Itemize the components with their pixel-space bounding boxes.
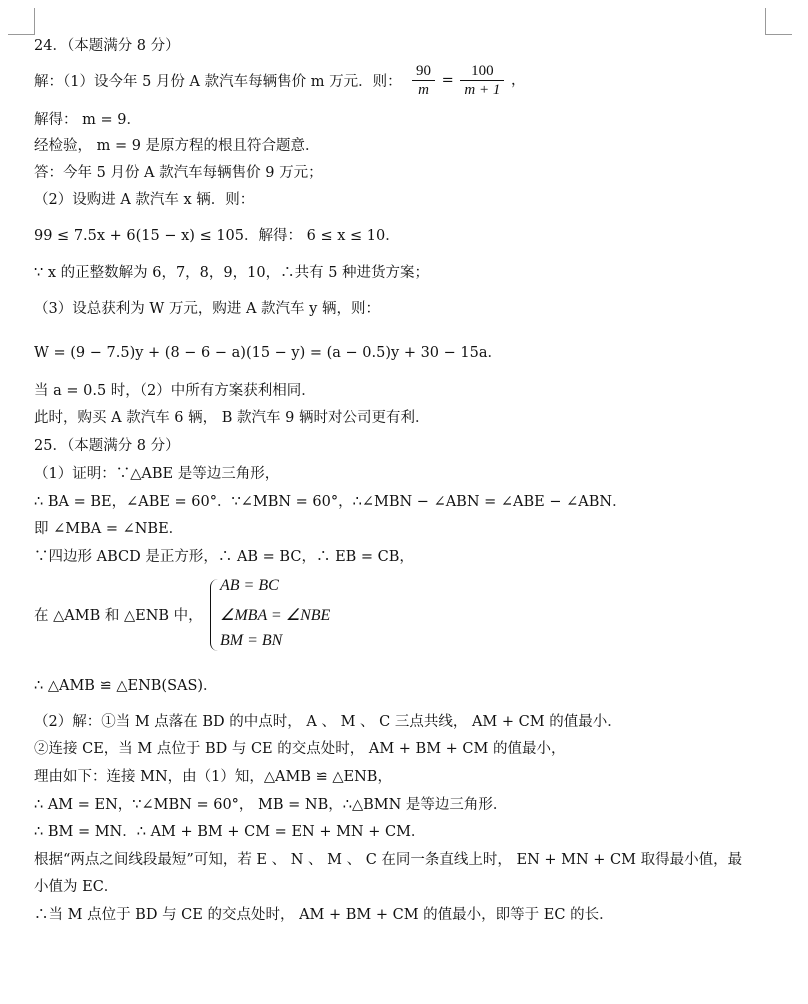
text-line-q24-3a: （3）设总获利为 W 万元，购进 A 款汽车 y 辆，则： (34, 301, 380, 317)
system-row-1: AB = BC (220, 577, 279, 594)
text-line-q25: 25．（本题满分 8 分） (34, 438, 180, 454)
text-line-q25-1f: ∴ △AMB ≌ △ENB(SAS)． (34, 678, 218, 694)
text-line-q24-1b: 解得： m = 9． (34, 112, 141, 128)
text-line-q25-2d: ∴ AM = EN，∵∠MBN = 60°， MB = NB，∴△BMN 是等边三角形． (34, 797, 508, 813)
system-row-3: BM = BN (220, 632, 283, 649)
text-line-q24-2c: ∵ x 的正整数解为 6，7，8，9，10，∴共有 5 种进货方案； (34, 265, 430, 281)
fraction-left-numerator: 90 (412, 62, 435, 81)
fraction-tail: ， (510, 72, 526, 89)
text-line-q24-2a: （2）设购进 A 款汽车 x 辆．则： (34, 192, 255, 208)
system-brace (210, 579, 219, 651)
system-row-2: ∠MBA = ∠NBE (220, 607, 331, 624)
text-line-q24-3c: 当 a = 0.5 时，（2）中所有方案获利相同． (34, 383, 316, 399)
text-line-q25-2a: （2）解：①当 M 点落在 BD 的中点时， A 、 M 、 C 三点共线， AM + CM 的值最小． (34, 714, 622, 730)
text-line-q24-1d: 答：今年 5 月份 A 款汽车每辆售价 9 万元； (34, 165, 323, 181)
text-line-q25-2h: ∴当 M 点位于 BD 与 CE 的交点处时， AM + BM + CM 的值最小，即等于 EC 的长． (34, 907, 614, 923)
fraction-right (460, 62, 504, 99)
crop-mark-top-left (8, 8, 35, 35)
fraction-equation (410, 62, 525, 99)
text-line-q25-1a: （1）证明：∵△ABE 是等边三角形， (34, 466, 280, 482)
text-line-q25-1e: 在 △AMB 和 △ENB 中， (34, 608, 203, 624)
fraction-left (412, 62, 435, 99)
text-line-q25-1d: ∵四边形 ABCD 是正方形，∴ AB = BC，∴ EB = CB， (34, 549, 414, 565)
fraction-left-denominator: m (418, 82, 429, 98)
fraction-equals: = (441, 72, 454, 89)
text-line-q25-2c: 理由如下：连接 MN，由（1）知，△AMB ≌ △ENB， (34, 769, 392, 785)
text-line-q25-2e: ∴ BM = MN．∴ AM + BM + CM = EN + MN + CM． (34, 824, 426, 840)
text-line-q25-1b: ∴ BA = BE，∠ABE = 60°．∵∠MBN = 60°，∴∠MBN − ∠ABN = ∠ABE − ∠ABN． (34, 494, 627, 510)
text-line-q24: 24．（本题满分 8 分） (34, 38, 180, 54)
text-line-q24-1c: 经检验， m = 9 是原方程的根且符合题意． (34, 138, 320, 154)
crop-mark-top-right (765, 8, 792, 35)
text-line-q24-3d: 此时，购买 A 款汽车 6 辆， B 款汽车 9 辆时对公司更有利． (34, 410, 430, 426)
text-line-q25-2f: 根据“两点之间线段最短”可知，若 E 、 N 、 M 、 C 在同一条直线上时， EN + MN + CM 取得最小值，最 (34, 852, 743, 868)
text-line-q25-1c: 即 ∠MBA = ∠NBE． (34, 521, 184, 537)
fraction-right-numerator: 100 (460, 62, 504, 81)
equation-system (180, 575, 340, 655)
text-line-q25-2g: 小值为 EC． (34, 879, 119, 895)
text-line-q25-2b: ②连接 CE，当 M 点位于 BD 与 CE 的交点处时， AM + BM + CM 的值最小， (34, 741, 566, 757)
text-line-q24-2b: 99 ≤ 7.5x + 6(15 − x) ≤ 105．解得： 6 ≤ x ≤ 10． (34, 228, 400, 244)
fraction-right-denominator: m + 1 (464, 82, 501, 98)
text-line-q24-1a: 解：（1）设今年 5 月份 A 款汽车每辆售价 m 万元．则： (34, 74, 402, 90)
text-line-q24-3b: W = (9 − 7.5)y + (8 − 6 − a)(15 − y) = (a − 0.5)y + 30 − 15a． (34, 345, 502, 361)
